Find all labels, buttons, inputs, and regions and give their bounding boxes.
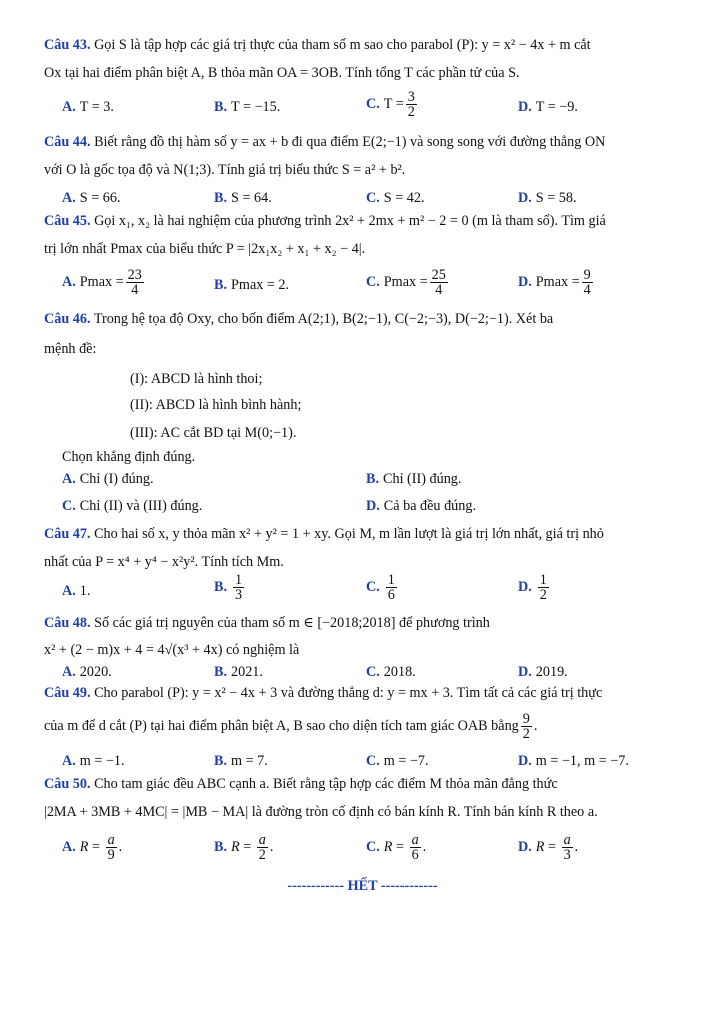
q46-statement-3: (III): AC cắt BD tại M(0;−1). <box>130 425 297 441</box>
q44-line1: Câu 44. Biết rằng đồ thị hàm số y = ax + b đi qua điểm E(2;−1) và song song với đường thẳng ON <box>44 134 606 150</box>
q46-statement-1: (I): ABCD là hình thoi; <box>130 371 263 387</box>
q44-option-a: A. S = 66. <box>62 190 121 206</box>
q44-option-d: D. S = 58. <box>518 190 577 206</box>
q43-option-d: D. T = −9. <box>518 99 578 115</box>
q49-option-a: A. m = −1. <box>62 753 125 769</box>
q43-option-c: C. T = $\frac{3}{2}$ <box>366 89 415 120</box>
q50-option-b: B. R = $\frac{a}{2}$ . <box>214 832 274 863</box>
q43-option-a: A. T = 3. <box>62 99 114 115</box>
q43-line2: Ox tại hai điểm phân biệt A, B thỏa mãn OA = 3OB. Tính tổng T các phần tử của S. <box>44 65 520 81</box>
q49-line2: của m để d cắt (P) tại hai điểm phân biệt A, B sao cho diện tích tam giác OAB bằng $\frac{9}{2}$ . <box>44 711 538 742</box>
q50-option-a: A. R = $\frac{a}{9}$ . <box>62 832 123 863</box>
q48-option-a: A. 2020. <box>62 664 112 680</box>
q48-line2: x² + (2 − m)x + 4 = 4√(x³ + 4x) có nghiệm là <box>44 642 300 658</box>
q46-prompt: Chọn khẳng định đúng. <box>62 449 196 465</box>
q46-option-a: A. Chỉ (I) đúng. <box>62 471 154 487</box>
q50-option-d: D. R = $\frac{a}{3}$ . <box>518 832 579 863</box>
q47-line1: Câu 47. Cho hai số x, y thỏa mãn x² + y² = 1 + xy. Gọi M, m lần lượt là giá trị lớn nhất, giá trị nhỏ <box>44 526 604 542</box>
q50-line2: |2MA + 3MB + 4MC| = |MB − MA| là đường tròn cố định có bán kính R. Tính bán kính R theo a. <box>44 804 598 820</box>
q46-option-c: C. Chỉ (II) và (III) đúng. <box>62 498 203 514</box>
q48-line1: Câu 48. Số các giá trị nguyên của tham số m ∈ [−2018;2018] để phương trình <box>44 615 490 631</box>
q50-line1: Câu 50. Cho tam giác đều ABC cạnh a. Biết rằng tập hợp các điểm M thỏa mãn đẳng thức <box>44 776 558 792</box>
q45-option-a: A. Pmax = $\frac{23}{4}$ <box>62 267 142 298</box>
q49-option-d: D. m = −1, m = −7. <box>518 753 629 769</box>
q43-line1: Câu 43. Gọi S là tập hợp các giá trị thực của tham số m sao cho parabol (P): y = x² − 4x + m cắt <box>44 37 591 53</box>
q45-line1: Câu 45. Gọi x₁, x₂ là hai nghiệm của phương trình 2x² + 2mx + m² − 2 = 0 (m là tham số). Tìm giá <box>44 213 606 229</box>
q46-line2: mệnh đề: <box>44 341 97 357</box>
q49-option-b: B. m = 7. <box>214 753 268 769</box>
end-marker: ------------ HẾT ------------ <box>287 878 438 894</box>
q44-option-c: C. S = 42. <box>366 190 425 206</box>
q44-line2: với O là gốc tọa độ và N(1;3). Tính giá trị biểu thức S = a² + b². <box>44 162 406 178</box>
q46-option-b: B. Chỉ (II) đúng. <box>366 471 462 487</box>
q48-option-c: C. 2018. <box>366 664 416 680</box>
q47-option-a: A. 1. <box>62 583 91 599</box>
q50-option-c: C. R = $\frac{a}{6}$ . <box>366 832 427 863</box>
q47-option-c: C. $\frac{1}{6}$ <box>366 572 395 603</box>
q45-option-c: C. Pmax = $\frac{25}{4}$ <box>366 267 446 298</box>
q45-option-b: B. Pmax = 2. <box>214 277 290 293</box>
q49-option-c: C. m = −7. <box>366 753 429 769</box>
q46-statement-2: (II): ABCD là hình bình hành; <box>130 397 302 413</box>
q44-option-b: B. S = 64. <box>214 190 272 206</box>
q48-option-d: D. 2019. <box>518 664 568 680</box>
q47-option-d: D. $\frac{1}{2}$ <box>518 572 547 603</box>
q48-option-b: B. 2021. <box>214 664 263 680</box>
q46-line1: Câu 46. Trong hệ tọa độ Oxy, cho bốn điểm A(2;1), B(2;−1), C(−2;−3), D(−2;−1). Xét ba <box>44 311 554 327</box>
q49-line1: Câu 49. Cho parabol (P): y = x² − 4x + 3 và đường thẳng d: y = mx + 3. Tìm tất cả các giá trị thực <box>44 685 603 701</box>
q46-option-d: D. Cả ba đều đúng. <box>366 498 476 514</box>
q47-option-b: B. $\frac{1}{3}$ <box>214 572 243 603</box>
q47-line2: nhất của P = x⁴ + y⁴ − x²y². Tính tích Mm. <box>44 554 284 570</box>
q43-option-b: B. T = −15. <box>214 99 281 115</box>
q45-line2: trị lớn nhất Pmax của biểu thức P = |2x₁x₂ + x₁ + x₂ − 4|. <box>44 241 366 257</box>
q45-option-d: D. Pmax = $\frac{9}{4}$ <box>518 267 591 298</box>
